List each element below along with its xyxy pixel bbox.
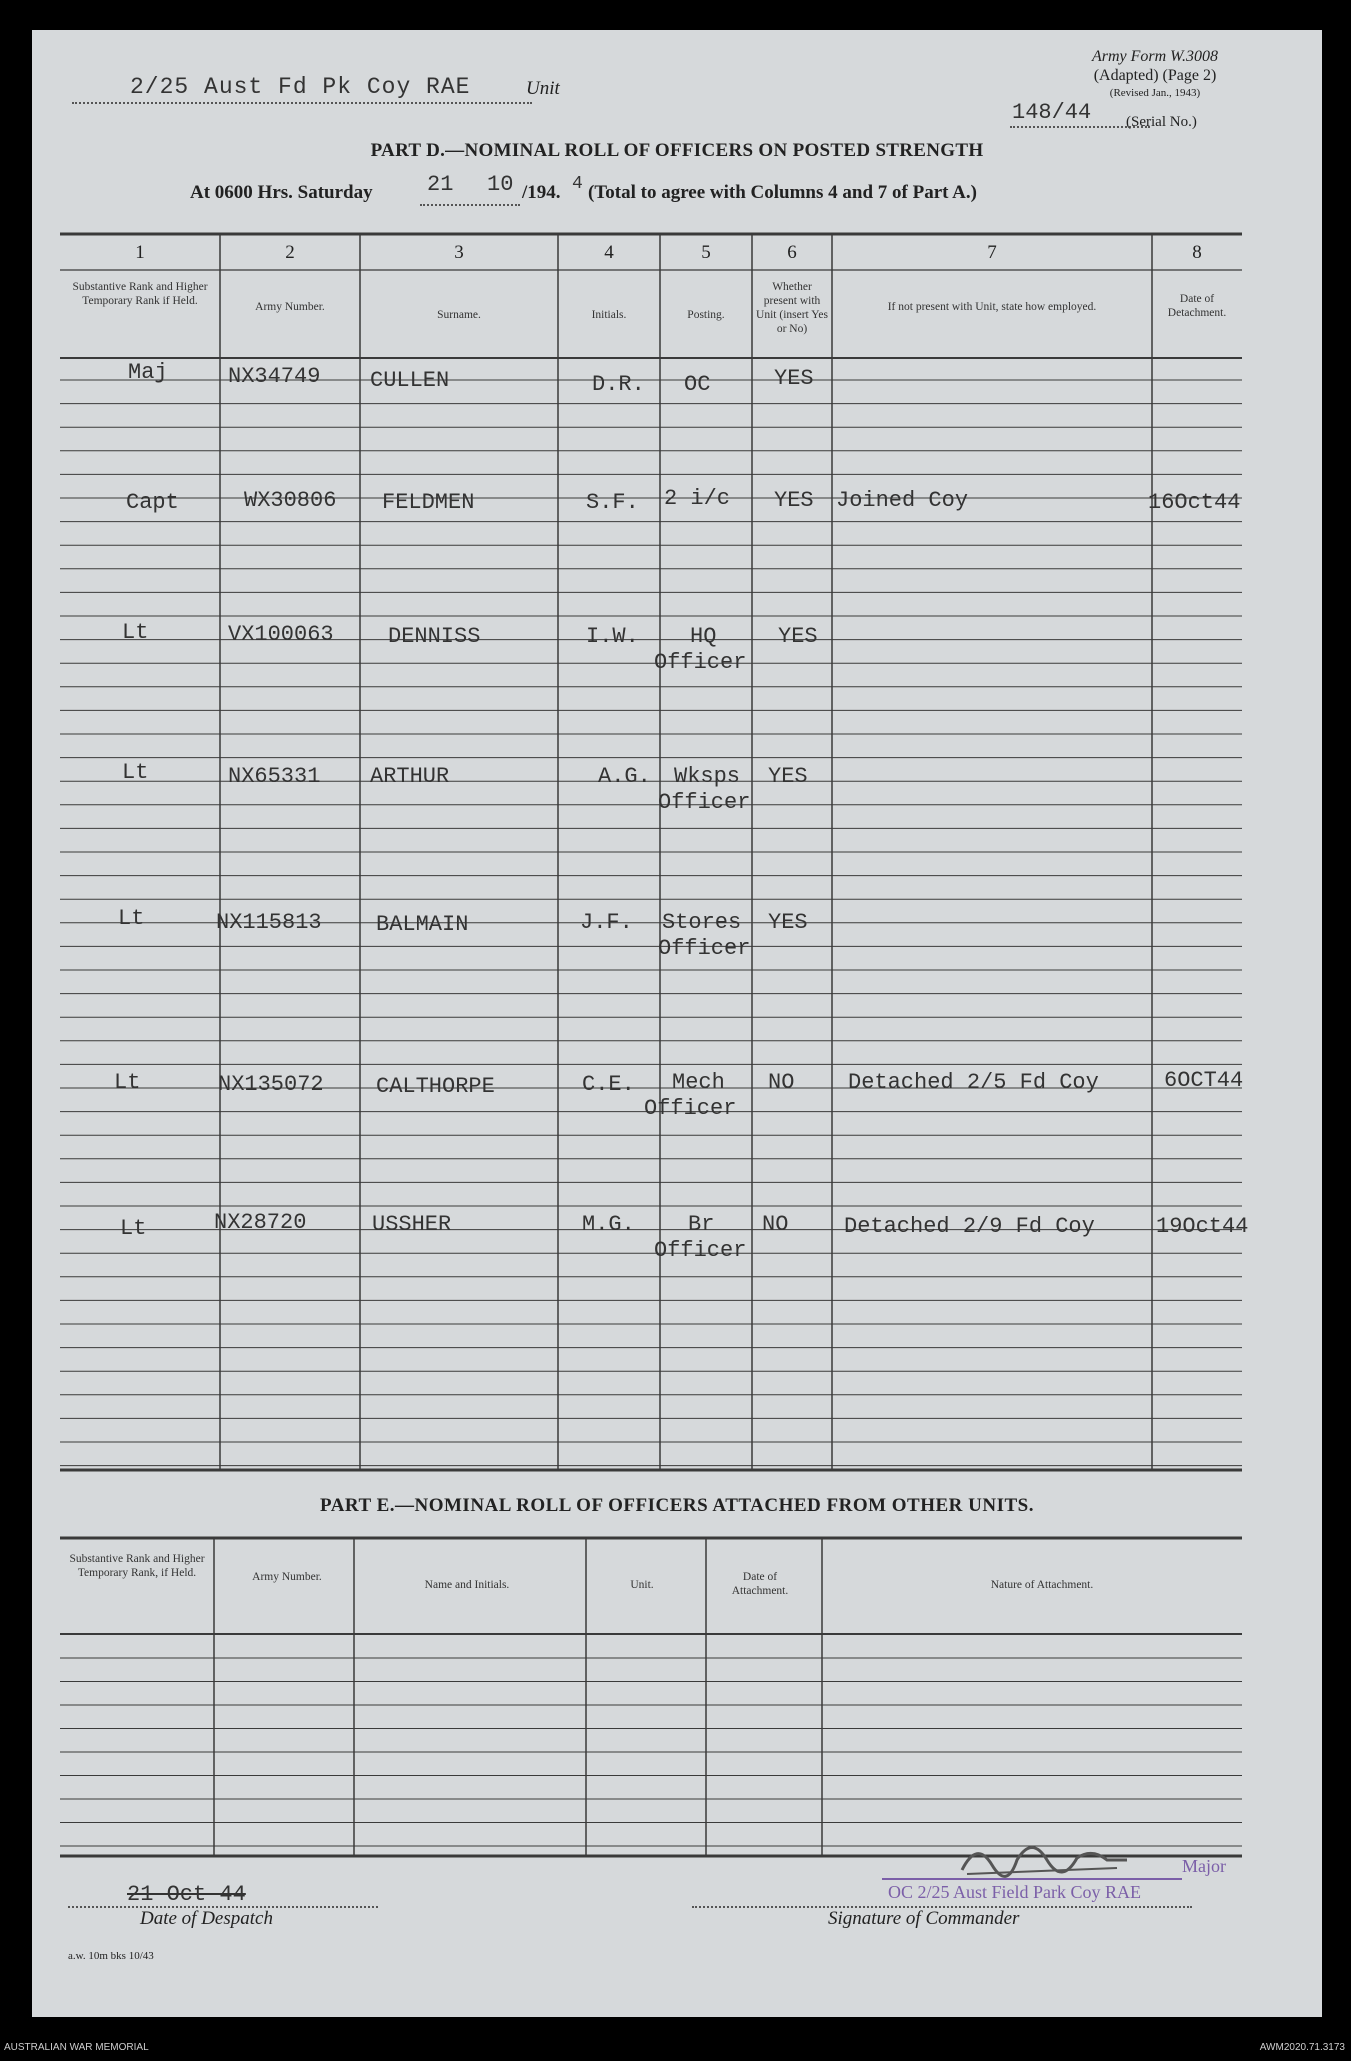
row-7-posting-1: Br [688, 1212, 715, 1237]
year-prefix: /194. [522, 182, 561, 203]
col-header-employed: If not present with Unit, state how employed. [887, 301, 1097, 313]
row-1-present: YES [774, 366, 814, 391]
form-revised: (Revised Jan., 1943) [1109, 87, 1201, 99]
row-3-initials: I.W. [586, 624, 639, 649]
e-header-army-number: Army Number. [252, 1571, 322, 1583]
col-header-surname: Surname. [437, 309, 481, 321]
form-page [32, 30, 1322, 2017]
form-adapted: (Adapted) (Page 2) [1093, 67, 1217, 84]
e-header-rank: Substantive Rank and Higher Temporary Rank, if Held. [69, 1553, 205, 1579]
row-6-employed: Detached 2/5 Fd Coy [848, 1070, 1099, 1095]
row-1-number: NX34749 [228, 364, 321, 389]
row-6-date: 6OCT44 [1164, 1068, 1244, 1093]
signature-mark [957, 1830, 1137, 1880]
at-prefix: At 0600 Hrs. Saturday [190, 182, 373, 203]
row-4-posting-1: Wksps [674, 764, 741, 789]
at-suffix: (Total to agree with Columns 4 and 7 of Part A.) [588, 182, 977, 203]
row-2-posting: 2 i/c [664, 486, 731, 511]
row-6-number: NX135072 [218, 1072, 324, 1097]
col-num-6: 6 [787, 242, 797, 263]
row-4-initials: A.G. [598, 764, 651, 789]
row-2-present: YES [774, 488, 814, 513]
row-2-employed: Joined Coy [836, 488, 969, 513]
col-header-present: Whether present with Unit (insert Yes or No) [756, 281, 828, 335]
row-4-rank: Lt [122, 760, 149, 785]
row-4-number: NX65331 [228, 764, 321, 789]
serial-label: (Serial No.) [1126, 114, 1197, 130]
day-value: 21 [427, 172, 454, 197]
row-3-posting-2: Officer [654, 650, 747, 675]
row-1-initials: D.R. [592, 372, 645, 397]
col-num-3: 3 [454, 242, 464, 263]
row-5-present: YES [768, 910, 808, 935]
row-3-surname: DENNISS [388, 624, 481, 649]
unit-value: 2/25 Aust Fd Pk Coy RAE [130, 74, 471, 100]
signature-label: Signature of Commander [828, 1908, 1020, 1929]
row-1-posting: OC [684, 372, 711, 397]
e-header-date: Date of Attachment. [731, 1571, 789, 1597]
despatch-value: 21 Oct 44 [127, 1882, 246, 1907]
row-1-surname: CULLEN [370, 368, 450, 393]
row-3-present: YES [778, 624, 818, 649]
row-2-number: WX30806 [244, 488, 337, 513]
row-7-employed: Detached 2/9 Fd Coy [844, 1214, 1095, 1239]
col-num-8: 8 [1192, 242, 1202, 263]
form-number: Army Form W.3008 [1091, 48, 1219, 65]
row-4-present: YES [768, 764, 808, 789]
row-6-rank: Lt [114, 1070, 141, 1095]
part-e-title: PART E.—NOMINAL ROLL OF OFFICERS ATTACHED FROM OTHER UNITS. [320, 1495, 1034, 1516]
row-7-surname: USSHER [372, 1212, 452, 1237]
row-7-posting-2: Officer [654, 1238, 747, 1263]
stamp-rank: Major [1182, 1856, 1226, 1876]
stamp-line [882, 1878, 1182, 1880]
row-5-initials: J.F. [580, 910, 633, 935]
col-num-2: 2 [285, 242, 295, 263]
row-6-posting-1: Mech [672, 1070, 725, 1095]
e-header-unit: Unit. [630, 1579, 654, 1591]
year-suffix: 4 [572, 174, 583, 194]
row-2-initials: S.F. [586, 490, 639, 515]
row-7-date: 19Oct44 [1156, 1214, 1249, 1239]
col-header-initials: Initials. [591, 309, 627, 321]
row-6-present: NO [768, 1070, 795, 1095]
row-3-number: VX100063 [228, 622, 334, 647]
row-6-initials: C.E. [582, 1072, 635, 1097]
row-3-posting-1: HQ [690, 624, 717, 649]
row-1-rank: Maj [128, 360, 168, 385]
unit-label: Unit [526, 78, 560, 99]
e-header-nature: Nature of Attachment. [990, 1579, 1094, 1591]
e-header-name: Name and Initials. [424, 1579, 510, 1591]
part-d-grid [32, 30, 1322, 2017]
row-7-number: NX28720 [214, 1210, 307, 1235]
row-6-surname: CALTHORPE [376, 1074, 495, 1099]
row-2-rank: Capt [126, 490, 179, 515]
col-header-rank: Substantive Rank and Higher Temporary Rank if Held. [72, 281, 208, 307]
row-3-rank: Lt [122, 620, 149, 645]
col-header-posting: Posting. [687, 309, 725, 321]
col-num-5: 5 [701, 242, 711, 263]
row-5-rank: Lt [118, 906, 145, 931]
col-header-army-number: Army Number. [255, 301, 325, 313]
row-5-posting-2: Officer [658, 936, 751, 961]
row-4-posting-2: Officer [658, 790, 751, 815]
row-6-posting-2: Officer [644, 1096, 737, 1121]
col-num-7: 7 [987, 242, 997, 263]
row-4-surname: ARTHUR [370, 764, 450, 789]
part-d-table [32, 30, 1322, 2017]
serial-value: 148/44 [1012, 100, 1092, 125]
row-5-surname: BALMAIN [376, 912, 469, 937]
despatch-label: Date of Despatch [140, 1908, 273, 1929]
stamp-unit: OC 2/25 Aust Field Park Coy RAE [888, 1882, 1142, 1902]
archive-label: AUSTRALIAN WAR MEMORIAL [4, 2042, 149, 2053]
archive-id: AWM2020.71.3173 [1259, 2042, 1345, 2053]
col-header-detach-date: Date of Detachment. [1167, 293, 1227, 319]
row-5-posting-1: Stores [662, 910, 742, 935]
row-2-date: 16Oct44 [1148, 490, 1241, 515]
row-5-number: NX115813 [216, 910, 322, 935]
part-d-title: PART D.—NOMINAL ROLL OF OFFICERS ON POSTED STRENGTH [370, 140, 984, 161]
col-num-4: 4 [604, 242, 614, 263]
row-2-surname: FELDMEN [382, 490, 475, 515]
month-value: 10 [487, 172, 514, 197]
print-code: a.w. 10m bks 10/43 [68, 1950, 154, 1962]
row-7-rank: Lt [120, 1216, 147, 1241]
row-7-initials: M.G. [582, 1212, 635, 1237]
row-7-present: NO [762, 1212, 789, 1237]
col-num-1: 1 [135, 242, 145, 263]
